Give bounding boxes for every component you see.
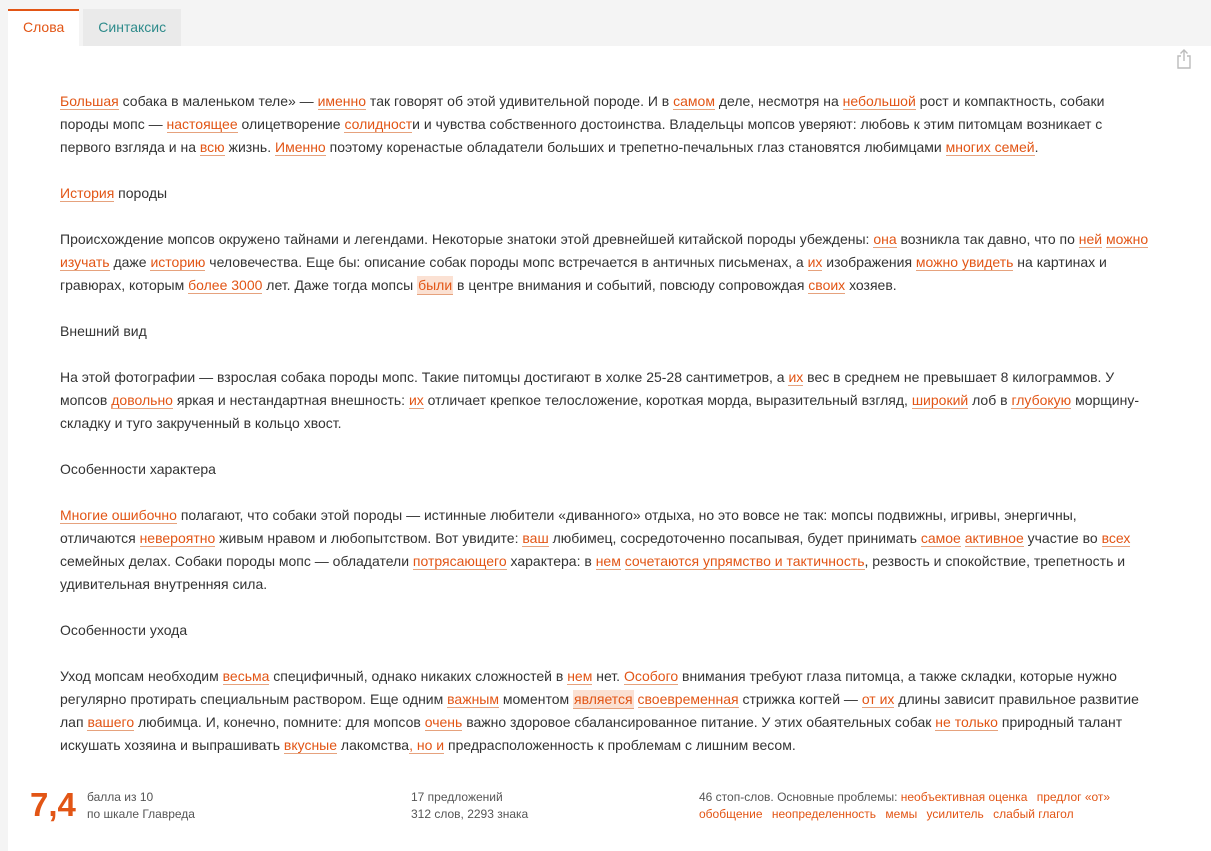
highlighted-word[interactable]: широкий [911,392,969,408]
status-footer [8,786,1211,836]
highlighted-word[interactable]: весьма [222,668,270,684]
highlighted-word[interactable]: Особого [623,668,679,684]
text-editor[interactable] [60,90,1150,780]
highlighted-word[interactable]: активное [964,530,1024,546]
highlighted-word[interactable]: вкусные [283,737,338,753]
text-fragment [634,691,638,707]
highlighted-word[interactable]: можно увидеть [915,254,1014,270]
highlighted-word[interactable]: вашего [87,714,135,730]
score-label-line2: по шкале Главреда [87,807,195,821]
text-fragment: природный талант искушать хозяина и выпрашивать [60,714,1123,753]
highlighted-word[interactable]: более 3000 [188,277,263,293]
problems-summary [699,789,1139,823]
text-paragraph [60,665,1150,757]
problem-link[interactable]: обобщение [699,807,763,821]
highlighted-word[interactable]: нем [567,668,593,684]
problem-link[interactable]: необъективная оценка [900,790,1028,804]
problems-prefix: 46 стоп-слов. Основные проблемы: [699,790,898,804]
text-fragment: живым нравом и любопытством. Вот увидите: [215,530,523,546]
word-count: 312 слов, 2293 знака [411,807,529,821]
text-fragment: внимания требуют глаза питомца, а также складки, которые нужно регулярно протирать специальным раствором. Еще одним [60,668,1117,707]
problem-link[interactable]: неопределенность [771,807,877,821]
text-fragment: характера: в [506,553,596,569]
highlighted-word[interactable]: небольшой [842,93,916,109]
text-fragment: , резвость и спокойствие, трепетность и удивительная внутренняя сила. [60,553,1126,592]
text-fragment: яркая и нестандартная внешность: [172,392,409,408]
text-fragment: . [1034,139,1039,155]
text-fragment: Внешний вид [60,323,147,339]
highlighted-word[interactable]: их [408,392,424,408]
text-fragment: жизнь. [224,139,275,155]
highlighted-word[interactable]: нем [595,553,621,569]
highlighted-word[interactable]: Большая [60,93,119,109]
text-fragment: нет. [592,668,624,684]
text-fragment: на картинах и гравюрах, которым [60,254,1107,293]
highlighted-word[interactable]: ней [1078,231,1103,247]
highlighted-word[interactable]: всю [199,139,225,155]
text-paragraph [60,182,1150,205]
text-paragraph [60,458,1150,481]
text-fragment: олицетворение [237,116,345,132]
text-fragment: лет. Даже тогда мопсы [262,277,418,293]
highlighted-word[interactable]: их [807,254,823,270]
text-fragment: возникла так давно, что по [896,231,1079,247]
highlighted-word[interactable]: можно изучать [60,231,1149,270]
editor-panel [8,46,1211,851]
text-fragment: вес в среднем не превышает 8 килограммов. У мопсов [60,369,1115,408]
highlighted-word[interactable]: История [60,185,115,201]
tab-words[interactable]: Слова [8,9,79,46]
score-label-line1: балла из 10 [87,790,154,804]
text-fragment: предрасположенность к проблемам с лишним весом. [444,737,796,753]
text-fragment: и и чувства собственного достоинства. Владельцы мопсов уверяют: любовь к этим питомцам возникает с первого взгляда и на [60,116,1103,155]
text-paragraph [60,504,1150,596]
text-fragment: лоб в [968,392,1012,408]
highlighted-word[interactable]: довольно [111,392,173,408]
highlighted-word[interactable]: своих [808,277,846,293]
text-fragment: важно здоровое сбалансированное питание. У этих обаятельных собак [462,714,936,730]
text-fragment: любимца. И, конечно, помните: для мопсов [134,714,425,730]
highlighted-word[interactable]: историю [150,254,206,270]
problem-link[interactable]: усилитель [926,807,984,821]
text-paragraph [60,366,1150,435]
highlighted-word[interactable]: она [873,231,897,247]
text-fragment: в центре внимания и событий, повсюду сопровождая [453,277,809,293]
text-fragment: рост и компактность, собаки породы мопс — [60,93,1105,132]
text-fragment: специфичный, однако никаких сложностей в [269,668,568,684]
highlighted-word[interactable]: сочетаются упрямство и тактичность [624,553,865,569]
text-fragment: Особенности характера [60,461,216,477]
highlighted-word[interactable]: глубокую [1011,392,1072,408]
highlighted-word[interactable]: не только [935,714,998,730]
text-fragment: Происхождение мопсов окружено тайнами и легендами. Некоторые знатоки этой древнейшей китайской породы убеждены: [60,231,874,247]
text-paragraph [60,90,1150,159]
score-value: 7,4 [30,786,76,823]
highlighted-word[interactable]: от их [861,691,895,707]
text-fragment: лакомства [337,737,410,753]
text-paragraph [60,320,1150,343]
text-paragraph [60,619,1150,642]
text-fragment: изображения [822,254,916,270]
text-fragment: моментом [499,691,573,707]
highlighted-word[interactable]: Многие ошибочно [60,507,177,523]
text-fragment: породы [114,185,168,201]
highlighted-word[interactable]: настоящее [166,116,238,132]
text-fragment: стрижка когтей — [738,691,862,707]
share-icon[interactable] [1175,48,1193,70]
highlighted-word[interactable]: всех [1101,530,1131,546]
highlighted-word[interactable]: именно [317,93,367,109]
highlighted-word[interactable]: самое [920,530,961,546]
highlighted-word[interactable]: ваш [522,530,549,546]
text-fragment: так говорят об этой удивительной породе. И в [366,93,674,109]
tab-syntax[interactable]: Синтаксис [83,9,181,46]
text-fragment: даже [109,254,151,270]
problem-link[interactable]: слабый глагол [993,807,1074,821]
score-label [87,789,195,823]
text-fragment: Уход мопсам необходим [60,668,223,684]
text-fragment: семейных делах. Собаки породы мопс — обладатели [60,553,413,569]
highlighted-word[interactable]: их [788,369,804,385]
sentence-count: 17 предложений [411,790,503,804]
highlighted-word[interactable]: потрясающего [412,553,507,569]
problem-link[interactable]: мемы [885,807,918,821]
selected-word[interactable]: является [574,691,633,707]
highlighted-word[interactable]: солидност [344,116,413,132]
highlighted-word[interactable]: Именно [275,139,326,155]
highlighted-word[interactable]: важным [447,691,499,707]
text-fragment: длины зависит правильное развитие лап [60,691,1139,730]
highlighted-word[interactable]: , но и [409,737,445,753]
text-fragment: хозяев. [845,277,897,293]
text-fragment: На этой фотографии — взрослая собака породы мопс. Такие питомцы достигают в холке 25-28 сантиметров, а [60,369,789,385]
text-fragment: участие во [1023,530,1102,546]
text-fragment: отличает крепкое телосложение, короткая морда, выразительный взгляд, [423,392,912,408]
highlighted-word[interactable]: невероятно [139,530,216,546]
highlighted-word[interactable]: очень [424,714,463,730]
text-stats [411,789,528,823]
text-paragraph [60,228,1150,297]
tab-bar [8,9,181,46]
text-fragment: полагают, что собаки этой породы — истинные любители «диванного» отдыха, но это вовсе не так: мопсы подвижны, игривы, энергичны, отличаются [60,507,1077,546]
highlighted-word[interactable]: многих семей [945,139,1035,155]
text-fragment: поэтому коренастые обладатели больших и трепетно-печальных глаз становятся любимцами [325,139,946,155]
highlighted-word[interactable]: своевременная [637,691,739,707]
selected-word[interactable]: были [418,277,453,293]
text-fragment: деле, несмотря на [714,93,843,109]
text-fragment: Особенности ухода [60,622,188,638]
highlighted-word[interactable]: самом [673,93,715,109]
text-fragment: человечества. Еще бы: описание собак породы мопс встречается в античных письменах, а [205,254,808,270]
text-fragment: морщину-складку и туго закрученный в кольцо хвост. [60,392,1140,431]
text-fragment: любимец, сосредоточенно посапывая, будет принимать [548,530,921,546]
text-fragment: собака в маленьком теле» — [118,93,318,109]
problem-link[interactable]: предлог «от» [1036,790,1111,804]
